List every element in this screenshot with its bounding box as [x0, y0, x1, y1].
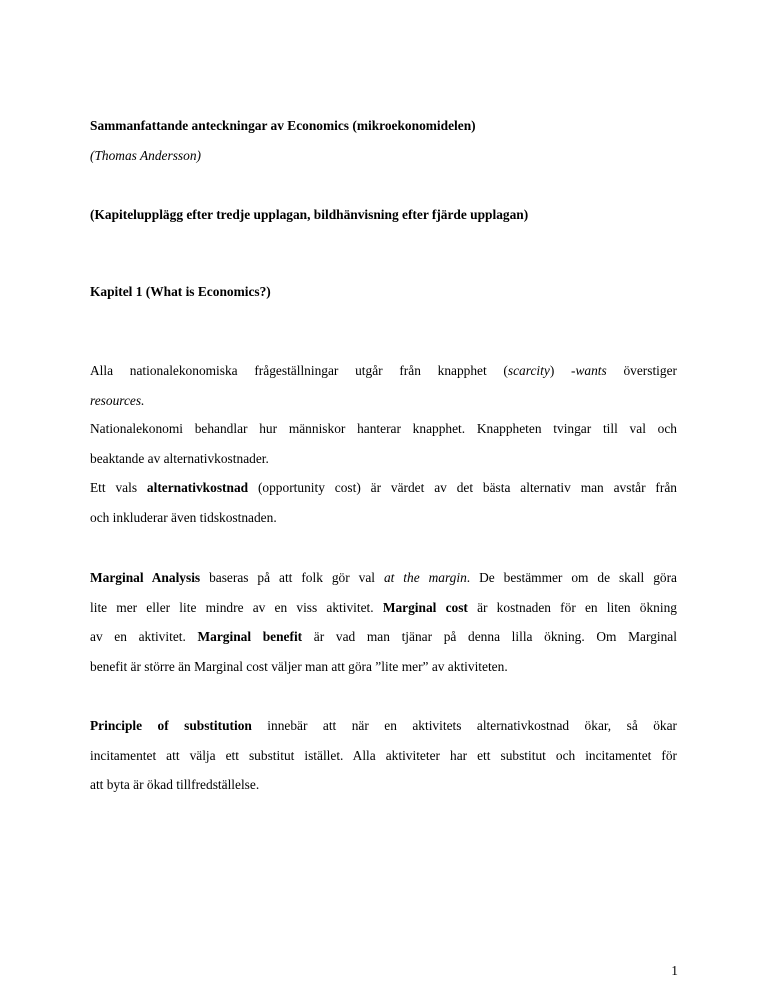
term-wants: wants	[575, 363, 607, 378]
term-scarcity: scarcity	[507, 363, 550, 378]
term-marginal-benefit: Marginal benefit	[197, 629, 303, 644]
term-resources: resources.	[90, 392, 145, 408]
paragraph-line: och inkluderar även tidskostnaden.	[90, 509, 277, 525]
paragraph-line: incitamentet att välja ett substitut istället. Alla aktiviteter har ett substitut och incitamentet för	[90, 747, 677, 763]
paragraph-scarcity	[90, 356, 677, 415]
text-span: baseras på att folk gör val	[200, 570, 384, 585]
edition-note: (Kapitelupplägg efter tredje upplagan, bildhänvisning efter fjärde upplagan)	[90, 207, 529, 222]
page-number: 1	[671, 963, 678, 978]
paragraph-line	[90, 473, 677, 503]
paragraph-line	[90, 622, 677, 652]
paragraph-line	[90, 356, 677, 386]
paragraph-line: Nationalekonomi behandlar hur människor hanterar knapphet. Knappheten tvingar till val och	[90, 421, 677, 436]
term-at-the-margin: at the margin	[383, 570, 467, 585]
paragraph-line: benefit är större än Marginal cost väljer man att göra ”lite mer” av aktiviteten.	[90, 658, 508, 674]
text-span: innebär att när en aktivitets alternativkostnad ökar, så ökar	[251, 718, 678, 733]
text-span: överstiger	[606, 363, 678, 378]
paragraph-marginal-analysis	[90, 563, 677, 681]
text-span: av en aktivitet.	[90, 629, 198, 644]
term-principle-of-substitution: Principle of substitution	[90, 718, 252, 733]
paragraph-opportunity-cost	[90, 473, 677, 532]
text-span: lite mer eller lite mindre av en viss aktivitet.	[90, 599, 383, 615]
author: (Thomas Andersson)	[90, 148, 201, 163]
text-span: Alla nationalekonomiska frågeställningar utgår från knapphet (	[90, 363, 508, 378]
text-span: . De bestämmer om de skall göra	[466, 570, 677, 585]
paragraph-line	[90, 711, 677, 741]
document-title: Sammanfattande anteckningar av Economics (mikroekonomidelen)	[90, 118, 476, 133]
chapter-heading: Kapitel 1 (What is Economics?)	[90, 284, 271, 299]
paragraph-economics-definition	[90, 414, 677, 473]
paragraph-line: beaktande av alternativkostnader.	[90, 450, 269, 466]
paragraph-line	[90, 593, 677, 623]
term-marginal-analysis: Marginal Analysis	[90, 570, 201, 585]
text-span: Ett vals	[90, 480, 147, 495]
text-span: är kostnaden för en liten ökning	[467, 599, 677, 615]
paragraph-substitution	[90, 711, 677, 800]
term-marginal-cost: Marginal cost	[382, 599, 468, 615]
text-span: (opportunity cost) är värdet av det bästa alternativ man avstår från	[248, 480, 677, 495]
paragraph-line	[90, 563, 677, 593]
text-span: ) -	[549, 363, 576, 378]
term-alternativkostnad: alternativkostnad	[146, 480, 249, 495]
text-span: är vad man tjänar på denna lilla ökning. Om Marginal	[302, 629, 677, 644]
paragraph-line: att byta är ökad tillfredställelse.	[90, 777, 260, 792]
